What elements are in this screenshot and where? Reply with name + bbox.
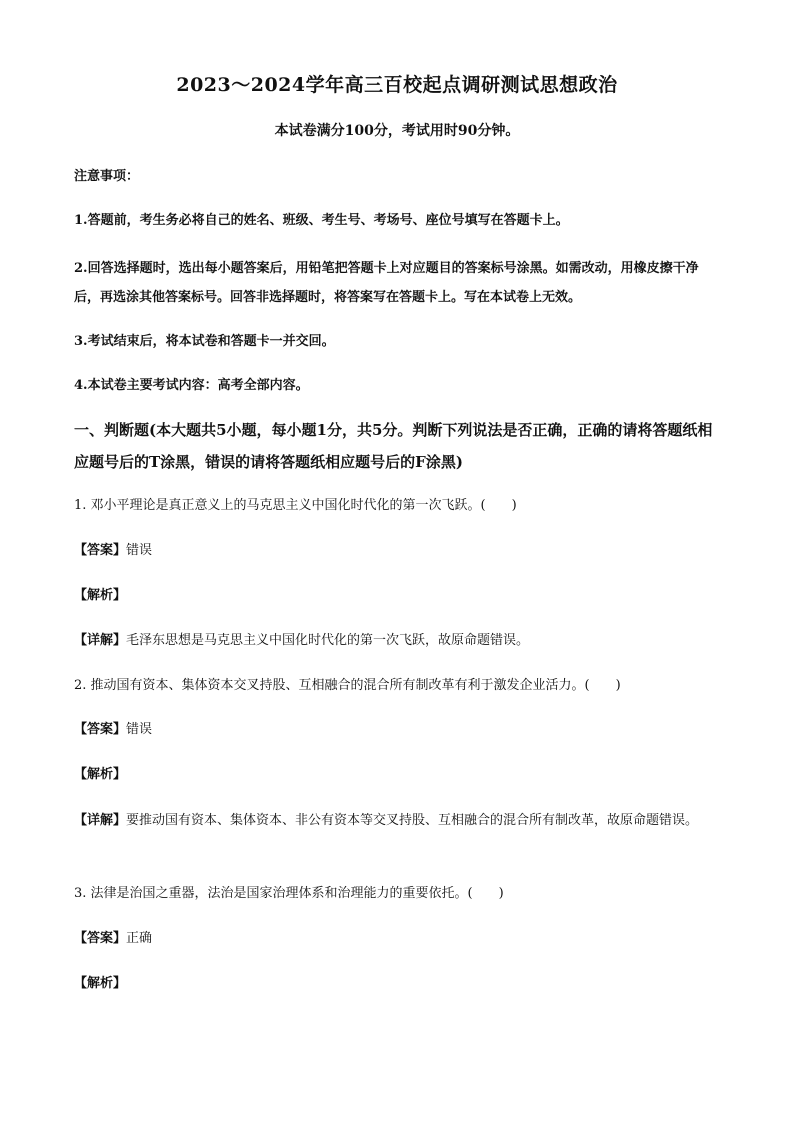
analysis-label: 【解析】 <box>74 588 127 603</box>
detail-label: 【详解】 <box>74 813 127 828</box>
question-1-detail <box>74 629 722 652</box>
note-item-1: 1.答题前，考生务必将自己的姓名、班级、考生号、考场号、座位号填写在答题卡上。 <box>74 213 569 228</box>
note-item-3: 3.考试结束后，将本试卷和答题卡一并交回。 <box>74 334 335 349</box>
question-1-answer <box>74 539 722 562</box>
document-title: 2023～2024学年高三百校起点调研测试思想政治 <box>176 74 618 96</box>
question-1-analysis <box>74 584 722 607</box>
note-item-2: 2.回答选择题时，选出每小题答案后，用铅笔把答题卡上对应题目的答案标号涂黑。如需改动，用橡皮擦干净后，再选涂其他答案标号。回答非选择题时，将答案写在答题卡上。写在本试卷上无效。 <box>74 261 699 305</box>
question-1-stem: 1. 邓小平理论是真正意义上的马克思主义中国化时代化的第一次飞跃。( ) <box>74 498 517 513</box>
detail-text: 要推动国有资本、集体资本、非公有资本等交叉持股、互相融合的混合所有制改革，故原命题错误。 <box>126 813 699 828</box>
answer-value: 正确 <box>126 931 153 946</box>
question-2-detail <box>74 806 722 835</box>
question-3-analysis <box>74 972 722 995</box>
answer-label: 【答案】 <box>74 931 127 946</box>
document-subtitle: 本试卷满分100分，考试用时90分钟。 <box>274 123 520 139</box>
detail-label: 【详解】 <box>74 633 127 648</box>
question-3-answer <box>74 927 722 950</box>
section-heading: 一、判断题(本大题共5小题，每小题1分，共5分。判断下列说法是否正确，正确的请将答题纸相应题号后的T涂黑，错误的请将答题纸相应题号后的F涂黑) <box>74 421 713 471</box>
question-2-answer <box>74 718 722 741</box>
answer-label: 【答案】 <box>74 543 127 558</box>
question-3-stem: 3. 法律是治国之重器，法治是国家治理体系和治理能力的重要依托。( ) <box>74 886 504 901</box>
analysis-label: 【解析】 <box>74 767 127 782</box>
detail-text: 毛泽东思想是马克思主义中国化时代化的第一次飞跃，故原命题错误。 <box>126 633 530 648</box>
question-2-analysis <box>74 763 722 786</box>
question-2-stem: 2. 推动国有资本、集体资本交叉持股、互相融合的混合所有制改革有利于激发企业活力。( ) <box>74 678 621 693</box>
answer-value: 错误 <box>126 543 153 558</box>
analysis-label: 【解析】 <box>74 976 127 991</box>
answer-value: 错误 <box>126 722 153 737</box>
note-item-4: 4.本试卷主要考试内容：高考全部内容。 <box>74 378 309 393</box>
answer-label: 【答案】 <box>74 722 127 737</box>
notes-heading: 注意事项： <box>74 169 140 184</box>
